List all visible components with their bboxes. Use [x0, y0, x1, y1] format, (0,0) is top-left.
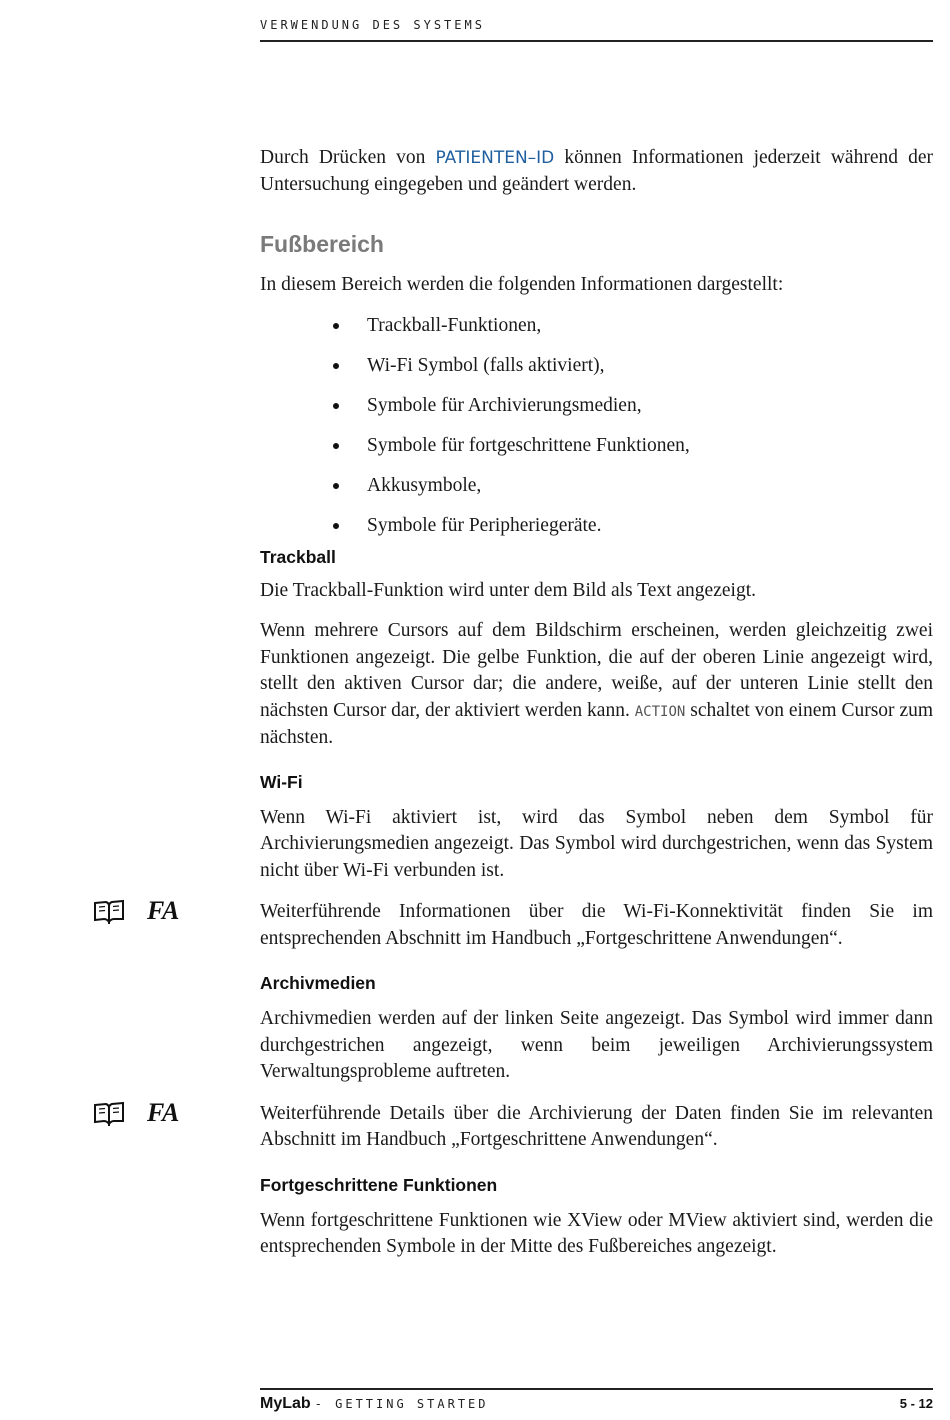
fa-label: FA — [147, 1097, 180, 1127]
subheading-wifi: Wi-Fi — [260, 771, 303, 792]
book-icon — [93, 1100, 125, 1126]
intro-paragraph — [260, 145, 933, 198]
footer-brand: MyLab — [260, 1395, 311, 1412]
fa-note-archiv — [147, 1097, 933, 1154]
running-footer — [260, 1388, 933, 1413]
trackball-paragraph-1: Die Trackball-Funktion wird unter dem Bild als Text angezeigt. — [260, 579, 756, 601]
intro-text-after: können Informationen jederzeit während der Untersuchung eingegeben und geändert werden. — [260, 147, 933, 195]
list-item: Symbole für Archivierungsmedien, — [260, 393, 933, 433]
action-key: ACTION — [634, 703, 686, 720]
list-item: Wi-Fi Symbol (falls aktiviert), — [260, 353, 933, 393]
trackball-paragraph-2 — [260, 618, 933, 752]
archiv-paragraph: Archivmedien werden auf der linken Seite angezeigt. Das Symbol wird immer dann durchgestrichen angezeigt, wenn beim jeweiligen Archivierungssystem Verwaltungsprobleme auftreten. — [260, 1008, 933, 1082]
trackball-text: Wenn mehrere Cursors auf dem Bildschirm erscheinen, werden gleichzeitig zwei Funktionen angezeigt. Die gelbe Funktion, die auf der oberen Linie angezeigt wird, stellt den aktiven Cursor dar; die andere, weiße, auf der unteren Linie stellt den nächsten Cursor dar, der aktiviert werden kann. — [260, 620, 933, 721]
fa-text: Weiterführende Details über die Archivierung der Daten finden Sie im relevanten Abschnitt im Handbuch „Fortgeschrittene Anwendungen“. — [260, 1102, 933, 1150]
header-rule — [260, 40, 933, 42]
fa-text: Weiterführende Informationen über die Wi-Fi-Konnektivität finden Sie im entsprechenden Abschnitt im Handbuch „Fortgeschrittene Anwendungen“. — [260, 901, 933, 949]
advanced-paragraph: Wenn fortgeschrittene Funktionen wie XView oder MView aktiviert sind, werden die entsprechenden Symbole in der Mitte des Fußbereiches angezeigt. — [260, 1209, 933, 1257]
fa-label: FA — [147, 896, 180, 925]
section-heading-fussbereich: Fußbereich — [260, 231, 384, 257]
patient-id-key: PATIENTEN–ID — [435, 148, 555, 168]
subheading-trackball: Trackball — [260, 546, 336, 567]
footer-subtitle: - GETTING STARTED — [314, 1397, 489, 1411]
fa-marker — [93, 896, 179, 926]
page-content — [147, 145, 934, 1261]
list-item: Symbole für fortgeschrittene Funktionen, — [260, 433, 933, 473]
list-item: Akkusymbole, — [260, 473, 933, 513]
subheading-fortgeschrittene-funktionen: Fortgeschrittene Funktionen — [260, 1174, 498, 1195]
book-icon — [93, 898, 125, 924]
footer-rule — [260, 1388, 933, 1390]
fussbereich-list — [260, 313, 933, 553]
fa-note-wifi — [147, 896, 933, 952]
header-title: VERWENDUNG DES SYSTEMS — [260, 18, 485, 32]
intro-text-before: Durch Drücken von — [260, 147, 426, 168]
trackball-text-end: schaltet von einem Cursor zum nächsten. — [260, 699, 934, 748]
fa-marker — [93, 1098, 179, 1128]
running-header — [260, 18, 933, 42]
page-number: 5 - 12 — [899, 1396, 933, 1411]
subheading-archivmedien: Archivmedien — [260, 973, 376, 993]
list-item: Trackball-Funktionen, — [260, 313, 933, 353]
fussbereich-lead: In diesem Bereich werden die folgenden Informationen dargestellt: — [260, 274, 784, 295]
list-item: Symbole für Peripheriegeräte. — [260, 513, 933, 553]
wifi-paragraph: Wenn Wi-Fi aktiviert ist, wird das Symbol neben dem Symbol für Archivierungsmedien angezeigt. Das Symbol wird durchgestrichen, wenn das System nicht über Wi-Fi verbunden ist. — [260, 806, 933, 881]
